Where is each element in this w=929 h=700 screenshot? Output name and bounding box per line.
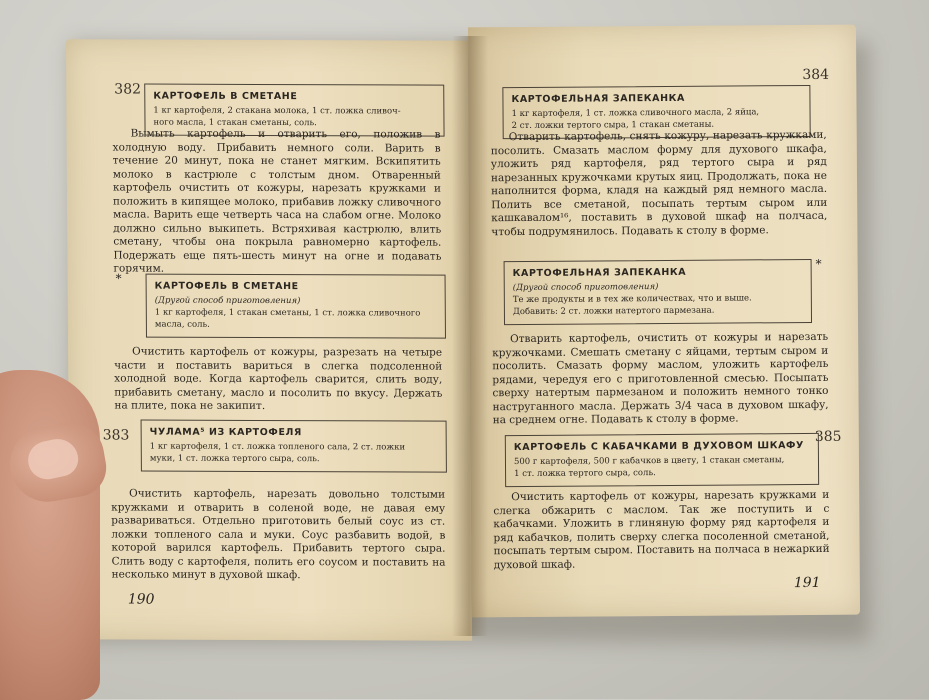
book-gutter xyxy=(452,36,488,636)
page-number: 191 xyxy=(793,574,821,592)
recipe-number: 382 xyxy=(114,81,142,98)
recipe-text: Отварить картофель, снять кожуру, нарезать кружками, посолить. Смазать маслом форму для духового шкафа, уложить ряд картофеля, ряд тертого сыра и ряд нарезанных кружочками крутых яиц. Продолжать, пока не наполнится форма, кладя на каждый ряд немного масла. Полить все сметаной, посыпать тертым сыром или кашкавалом¹⁶, поставить в духовой шкаф на полчаса, чтобы подрумянилось. Подавать к столу в форме. xyxy=(490,128,828,238)
ingredients-line: Те же продукты и в тех же количествах, что и выше. xyxy=(512,293,752,306)
recipe-title: ЧУЛАМА⁵ ИЗ КАРТОФЕЛЯ xyxy=(149,426,302,439)
ingredients-line: 2 ст. ложки тертого сыра, 1 стакан сметаны. xyxy=(511,119,715,132)
ingredients-line: 1 ст. ложка тертого сыра, соль. xyxy=(514,468,656,480)
recipe-text: Вымыть картофель и отварить его, положив в холодную воду. Прибавить немного соли. Варить в течение 20 минут, пока не станет мягким. Вскипятить молоко в кастрюле с толстым дном. Отваренный картофель очистить от кожуры, нарезать кружками и положить в кипящее молоко, прибавив ложку сливочного масла. Варить еще четверть часа на слабом огне. Молоко должно сильно выкипеть. Встряхивая кастрюлю, влить сметану, чтобы она покрыла равномерно картофель. Подержать еще пять-шесть минут на огне и подавать горячим. xyxy=(112,127,442,275)
recipe-number: 383 xyxy=(102,427,130,444)
ingredients-line: 500 г картофеля, 500 г кабачков в цвету, 1 стакан сметаны, xyxy=(513,455,785,468)
hand xyxy=(0,370,100,700)
ingredients-line: масла, соль. xyxy=(154,319,210,330)
recipe-title: КАРТОФЕЛЬ В СМЕТАНЕ xyxy=(153,90,298,103)
recipe-header-box xyxy=(505,433,819,487)
recipe-title: КАРТОФЕЛЬНАЯ ЗАПЕКАНКА xyxy=(511,92,686,106)
recipe-variant-mark: * xyxy=(115,271,122,286)
recipe-title: КАРТОФЕЛЬ С КАБАЧКАМИ В ДУХОВОМ ШКАФУ xyxy=(513,440,805,454)
recipe-title: КАРТОФЕЛЬ В СМЕТАНЕ xyxy=(154,280,299,293)
ingredients-line: Добавить: 2 ст. ложки натертого пармезана. xyxy=(512,305,715,318)
recipe-text: Очистить картофель, нарезать довольно толстыми кружками и отварить в соленой воде, не давая ему развариваться. Отдельно приготовить белый соус из ст. ложки топленого сала и муки. Соус разбавить водой, в которой варился картофель. Прибавить тертого сыра. Слить воду с картофеля, полить его соусом и поставить на несколько минут в духовой шкаф. xyxy=(111,487,446,582)
recipe-title: КАРТОФЕЛЬНАЯ ЗАПЕКАНКА xyxy=(512,266,687,280)
ingredients-line: 1 кг картофеля, 2 стакана молока, 1 ст. ложка сливоч- xyxy=(153,105,401,117)
recipe-text: Очистить картофель от кожуры, нарезать кружками и слегка обжарить с маслом. Так же поступить и с кабачками. Уложить в глиняную форму ряд картофеля и ряд кабачков, полить сверху слегка посоленной сметаной, посыпать тертым сыром. Поставить на полчаса в нежаркий духовой шкаф. xyxy=(493,488,830,571)
recipe-variant-mark: * xyxy=(815,256,822,271)
recipe-text: Отварить картофель, очистить от кожуры и нарезать кружочками. Смешать сметану с яйцами, тертым сыром и посолить. Смазать форму маслом, уложить картофель рядами, чередуя его с приготовленной смесью. Посыпать сверху натертым пармезаном и положить немного тонко наструганного масла. Держать 3/4 часа в духовом шкафу, на среднем огне. Подавать к столу в форме. xyxy=(492,330,829,427)
recipe-number: 385 xyxy=(814,428,842,445)
ingredients-line: 1 кг картофеля, 1 ст. ложка топленого сала, 2 ст. ложки xyxy=(149,441,406,453)
ingredients-line: 1 кг картофеля, 1 стакан сметаны, 1 ст. ложка сливочного xyxy=(154,307,421,319)
left-page xyxy=(66,39,472,640)
recipe-number: 384 xyxy=(802,66,830,84)
right-page xyxy=(468,25,860,618)
recipe-text: Очистить картофель от кожуры, разрезать на четыре части и поставить вариться в слегка подсоленной холодной воде. Когда картофель сварится, слить воду, прибавить сметану, масло и посолить по вкусу. Держать на плите, пока не закипит. xyxy=(114,345,443,412)
recipe-header-box xyxy=(146,274,446,339)
ingredients-line: ного масла, 1 стакан сметаны, соль. xyxy=(153,117,317,129)
recipe-subtitle: (Другой способ приготовления) xyxy=(154,295,301,307)
recipe-subtitle: (Другой способ приготовления) xyxy=(512,282,659,294)
recipe-header-box xyxy=(141,420,447,473)
ingredients-line: муки, 1 ст. ложка тертого сыра, соль. xyxy=(149,453,320,465)
ingredients-line: 1 кг картофеля, 1 ст. ложка сливочного масла, 2 яйца, xyxy=(511,107,760,120)
recipe-header-box xyxy=(504,259,812,325)
page-number: 190 xyxy=(127,591,155,608)
